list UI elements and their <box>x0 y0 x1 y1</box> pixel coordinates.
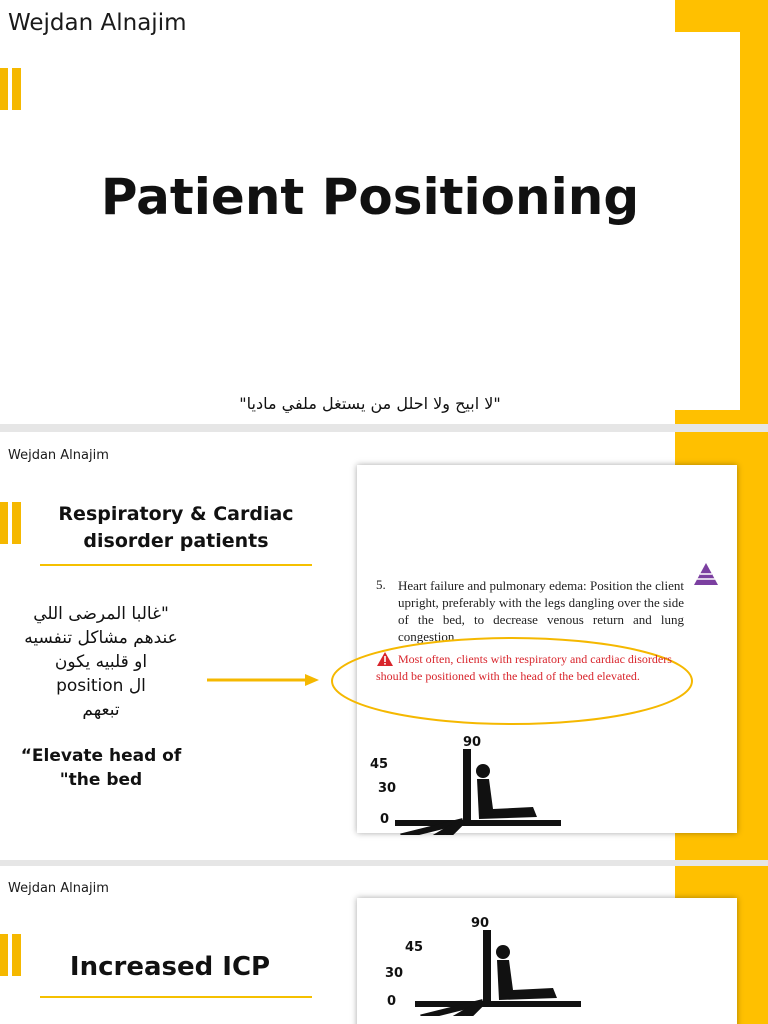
author-name: Wejdan Alnajim <box>8 881 109 896</box>
angle-diagram <box>357 735 597 835</box>
slide-title-text: Patient Positioning <box>100 168 640 226</box>
elevate-note <box>16 744 186 792</box>
item-text: Heart failure and pulmonary edema: Position the client upright, preferably with the legs dangling over the side of the bed, to decrease venous return and lung congestion. <box>398 578 684 644</box>
arabic-line: تبعهم <box>82 700 120 720</box>
note-text <box>376 651 676 685</box>
slide-title <box>0 0 768 424</box>
angle-label-30: 30 <box>378 781 397 796</box>
slide-gap <box>0 424 768 432</box>
slide-heading: Increased ICP <box>69 952 271 982</box>
arrow-right-icon <box>207 673 319 687</box>
heading-underline <box>40 564 312 566</box>
accent-bars <box>0 502 22 544</box>
heading-line-2: disorder patients <box>83 530 269 552</box>
angle-label-45: 45 <box>405 940 424 955</box>
elevate-line-1: “Elevate head of <box>20 746 182 766</box>
arabic-line: عندهم مشاكل تنفسيه <box>24 628 178 648</box>
angle-label-30: 30 <box>385 966 404 981</box>
angle-label-45: 45 <box>370 757 389 772</box>
textbook-excerpt-card <box>357 465 737 833</box>
angle-diagram <box>377 916 617 1016</box>
pyramid-icon <box>693 562 719 586</box>
angle-label-0: 0 <box>387 994 397 1009</box>
slide-increased-icp <box>0 866 768 1024</box>
heading-underline <box>40 996 312 998</box>
arabic-line: "غالبا المرضى اللي <box>33 604 169 624</box>
diagram-card <box>357 898 737 1024</box>
note-text-content: Most often, clients with respiratory and cardiac disorders should be positioned with the head of the bed elevated. <box>376 652 672 683</box>
angle-label-90: 90 <box>471 916 490 931</box>
heading-line-1: Respiratory & Cardiac <box>58 503 294 525</box>
elevate-line-2: "the bed <box>59 770 143 790</box>
arabic-note <box>16 602 186 722</box>
accent-bars <box>0 934 22 976</box>
slide-respiratory-cardiac <box>0 432 768 860</box>
slide-heading <box>40 501 312 555</box>
author-name: Wejdan Alnajim <box>8 448 109 463</box>
arabic-line: او قلبيه يكون <box>54 652 148 672</box>
angle-label-90: 90 <box>463 735 482 750</box>
arabic-line: ال position <box>56 676 146 696</box>
angle-label-0: 0 <box>380 812 390 827</box>
slide-quote: "لا ابيح ولا احلل من يستغل ملفي ماديا" <box>239 394 501 413</box>
angle-diagram-graphic <box>377 916 617 1016</box>
author-name: Wejdan Alnajim <box>8 10 187 36</box>
item-number: 5. <box>376 577 386 592</box>
accent-bars <box>0 68 22 110</box>
